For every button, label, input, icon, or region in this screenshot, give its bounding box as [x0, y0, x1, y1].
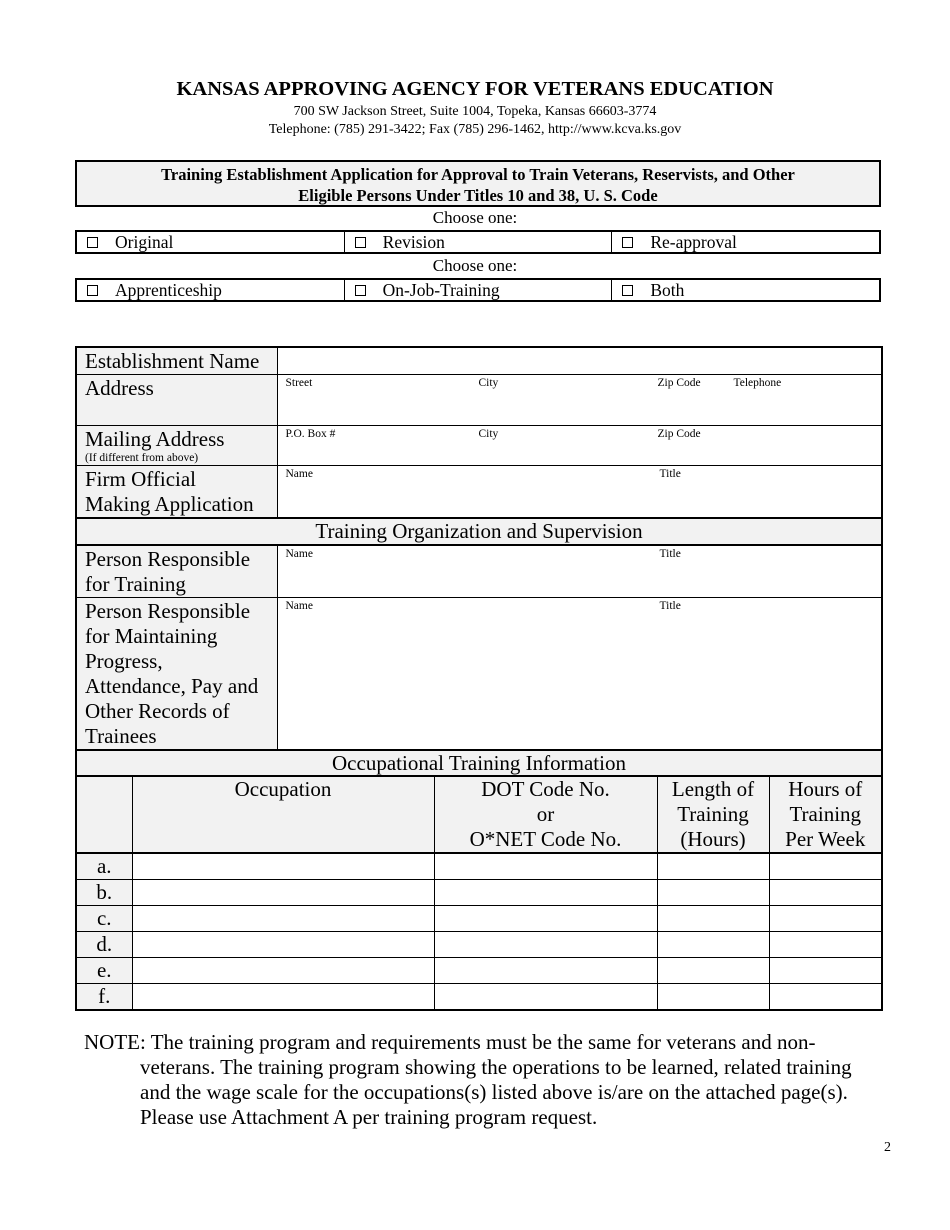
checkbox-icon[interactable] — [622, 237, 633, 248]
table-row — [76, 984, 882, 1011]
dot-cell[interactable] — [434, 932, 657, 958]
agency-telephone: Telephone: (785) 291-3422; Fax (785) 296-1462, http://www.kcva.ks.gov — [268, 122, 682, 137]
note-line-4: Please use Attachment A per training program request. — [140, 1105, 598, 1129]
option-original[interactable] — [77, 232, 344, 252]
dot-cell[interactable] — [434, 958, 657, 984]
mailing-address-sublabel: (If different from above) — [85, 452, 199, 464]
option-apprenticeship[interactable] — [77, 280, 344, 300]
section-training-organization: Training Organization and Supervision — [76, 518, 882, 545]
section-occupational-training: Occupational Training Information — [76, 750, 882, 777]
occupation-cell[interactable] — [132, 984, 434, 1011]
checkbox-icon[interactable] — [622, 285, 633, 296]
establishment-form — [75, 346, 883, 778]
hours-header-line-1: Hours of — [788, 777, 863, 801]
person-records-line-6: Trainees — [85, 724, 157, 748]
option-both[interactable] — [611, 280, 879, 300]
form-title — [75, 160, 881, 207]
page-number: 2 — [884, 1140, 891, 1155]
length-cell[interactable] — [657, 958, 769, 984]
option-label: Revision — [382, 232, 445, 252]
row-letter: d. — [76, 932, 132, 958]
person-training-field[interactable] — [277, 545, 882, 598]
city-caption: City — [478, 428, 499, 440]
occupation-cell[interactable] — [132, 853, 434, 880]
firm-official-line-2: Making Application — [85, 492, 254, 516]
dot-cell[interactable] — [434, 853, 657, 880]
occupation-header: Occupation — [132, 776, 434, 853]
person-records-label — [76, 598, 277, 751]
name-caption: Name — [285, 600, 313, 612]
length-header-line-3: (Hours) — [680, 827, 746, 851]
length-cell[interactable] — [657, 906, 769, 932]
note-line-1: NOTE: The training program and requirements must be the same for veterans and non- — [84, 1030, 816, 1054]
option-on-job-training[interactable] — [344, 280, 612, 300]
agency-name: KANSAS APPROVING AGENCY FOR VETERANS EDUCATION — [176, 78, 774, 100]
note-paragraph — [84, 1030, 884, 1130]
form-title-line-2: Eligible Persons Under Titles 10 and 38, U. S. Code — [298, 186, 658, 205]
person-records-line-3: Progress, — [85, 649, 163, 673]
table-row — [76, 906, 882, 932]
form-title-line-1: Training Establishment Application for Approval to Train Veterans, Reservists, and Other — [161, 165, 795, 184]
city-caption: City — [478, 377, 499, 389]
street-caption: Street — [285, 377, 313, 389]
dot-cell[interactable] — [434, 880, 657, 906]
name-caption: Name — [285, 548, 313, 560]
person-records-line-4: Attendance, Pay and — [85, 674, 259, 698]
option-label: Both — [650, 280, 685, 300]
dot-header-line-2: or — [536, 802, 555, 826]
zip-caption: Zip Code — [657, 428, 701, 440]
length-header — [657, 776, 769, 853]
hours-cell[interactable] — [769, 932, 882, 958]
length-header-line-2: Training — [677, 802, 749, 826]
checkbox-icon[interactable] — [87, 285, 98, 296]
title-caption: Title — [659, 468, 681, 480]
title-caption: Title — [659, 600, 681, 612]
length-cell[interactable] — [657, 932, 769, 958]
occupation-cell[interactable] — [132, 880, 434, 906]
length-cell[interactable] — [657, 853, 769, 880]
hours-cell[interactable] — [769, 958, 882, 984]
firm-official-field[interactable] — [277, 466, 882, 519]
length-header-line-1: Length of — [671, 777, 755, 801]
dot-header-line-1: DOT Code No. — [481, 777, 610, 801]
person-records-line-2: for Maintaining — [85, 624, 218, 648]
row-letter: e. — [76, 958, 132, 984]
length-cell[interactable] — [657, 880, 769, 906]
dot-cell[interactable] — [434, 984, 657, 1011]
choose-one-prompt-2: Choose one: — [432, 256, 518, 275]
checkbox-icon[interactable] — [355, 285, 366, 296]
application-type-options — [75, 230, 881, 254]
firm-official-line-1: Firm Official — [85, 467, 197, 491]
table-row — [76, 932, 882, 958]
option-label: Apprenticeship — [115, 280, 222, 300]
establishment-name-label: Establishment Name — [76, 347, 277, 375]
option-label: Original — [115, 232, 174, 252]
row-letter: b. — [76, 880, 132, 906]
address-label: Address — [76, 375, 277, 426]
checkbox-icon[interactable] — [87, 237, 98, 248]
person-training-line-2: for Training — [85, 572, 186, 596]
hours-cell[interactable] — [769, 984, 882, 1011]
title-caption: Title — [659, 548, 681, 560]
checkbox-icon[interactable] — [355, 237, 366, 248]
table-row — [76, 880, 882, 906]
hours-header-line-2: Training — [789, 802, 862, 826]
length-cell[interactable] — [657, 984, 769, 1011]
training-type-options — [75, 278, 881, 302]
row-letter: f. — [76, 984, 132, 1011]
dot-header-line-3: O*NET Code No. — [469, 827, 622, 851]
address-field[interactable] — [277, 375, 882, 426]
occupations-table — [75, 775, 883, 1011]
choose-one-prompt-1: Choose one: — [432, 208, 518, 227]
dot-cell[interactable] — [434, 906, 657, 932]
note-line-2: veterans. The training program showing the operations to be learned, related training — [140, 1055, 852, 1079]
table-row — [76, 853, 882, 880]
mailing-address-field[interactable] — [277, 426, 882, 466]
name-caption: Name — [285, 468, 313, 480]
hours-cell[interactable] — [769, 880, 882, 906]
person-records-line-1: Person Responsible — [85, 599, 251, 623]
person-records-field[interactable] — [277, 598, 882, 751]
agency-address: 700 SW Jackson Street, Suite 1004, Topeka, Kansas 66603-3774 — [293, 104, 657, 119]
mailing-address-label — [76, 426, 277, 466]
option-re-approval[interactable] — [611, 232, 879, 252]
occupation-cell[interactable] — [132, 958, 434, 984]
hours-header — [769, 776, 882, 853]
firm-official-label — [76, 466, 277, 519]
row-letter: c. — [76, 906, 132, 932]
option-revision[interactable] — [344, 232, 612, 252]
row-letter: a. — [76, 853, 132, 880]
row-letter-header — [76, 776, 132, 853]
option-label: Re-approval — [650, 232, 737, 252]
hours-cell[interactable] — [769, 853, 882, 880]
zip-caption: Zip Code — [657, 377, 701, 389]
mailing-address-text: Mailing Address — [85, 427, 225, 451]
establishment-name-field[interactable] — [277, 347, 882, 375]
option-label: On-Job-Training — [382, 280, 500, 300]
person-training-label — [76, 545, 277, 598]
note-line-3: and the wage scale for the occupations(s) listed above is/are on the attached page(s). — [140, 1080, 848, 1104]
person-records-line-5: Other Records of — [85, 699, 230, 723]
dot-code-header — [434, 776, 657, 853]
person-training-line-1: Person Responsible — [85, 547, 251, 571]
telephone-caption: Telephone — [733, 377, 782, 389]
occupation-cell[interactable] — [132, 932, 434, 958]
pobox-caption: P.O. Box # — [285, 428, 336, 440]
hours-header-line-3: Per Week — [785, 827, 866, 851]
table-row — [76, 958, 882, 984]
hours-cell[interactable] — [769, 906, 882, 932]
occupation-cell[interactable] — [132, 906, 434, 932]
